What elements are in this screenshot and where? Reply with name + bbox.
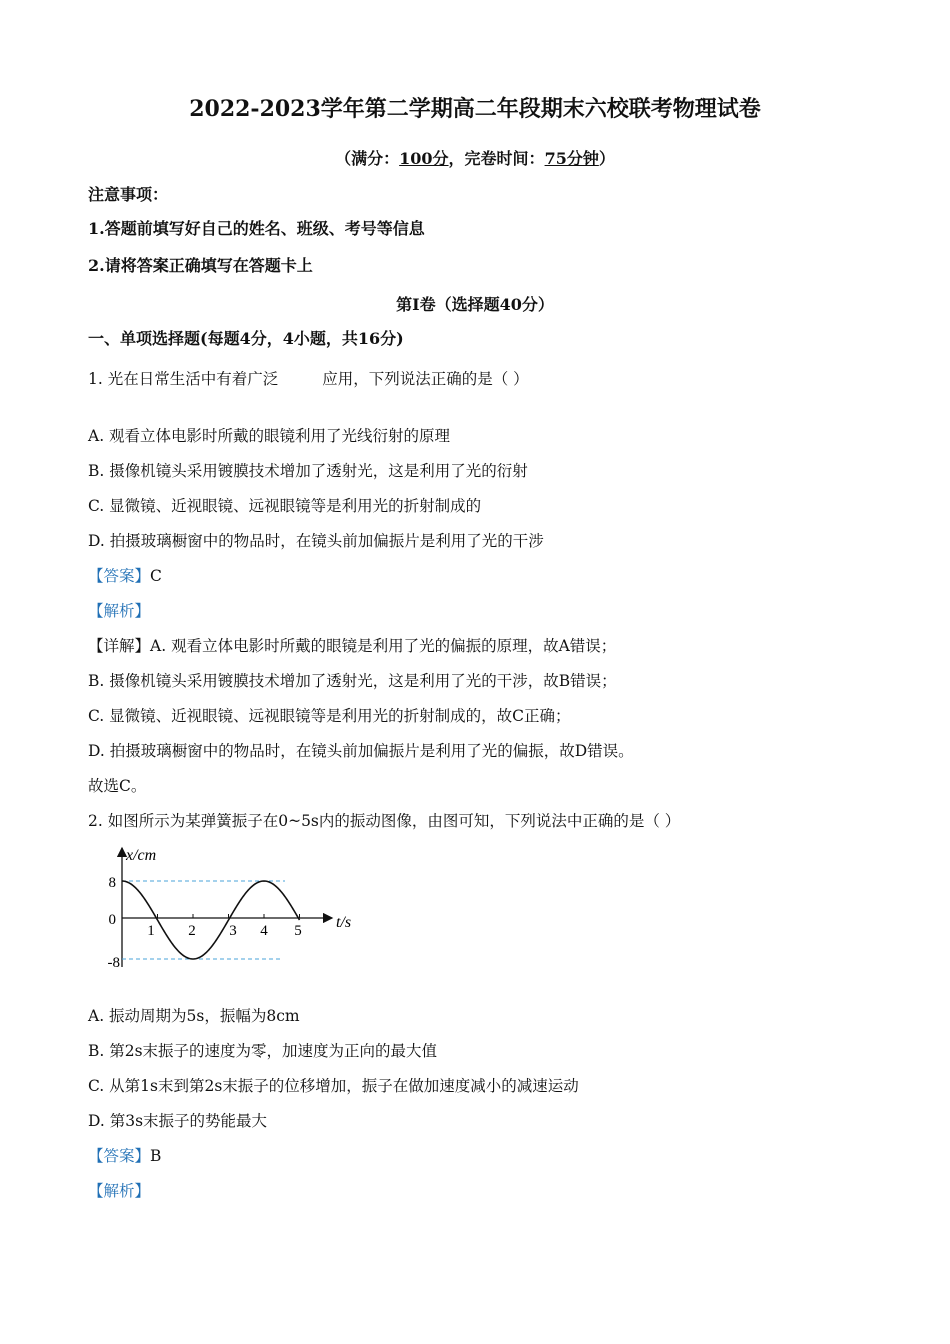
exam-subtitle — [0, 146, 950, 169]
y-tick-top: 8 — [108, 875, 116, 891]
q1-analysis-tag: 【解析】 — [88, 602, 151, 620]
q2-option-d: D. 第3s末振子的势能最大 — [88, 1112, 268, 1130]
subtitle-time: 75分钟 — [544, 149, 599, 168]
subtitle-open: （满分： — [335, 149, 400, 168]
x-axis-label: t/s — [336, 914, 352, 931]
y-tick-bottom: -8 — [107, 955, 120, 971]
q1-detail-a — [88, 636, 616, 656]
y-axis-label: x/cm — [126, 847, 157, 864]
displacement-curve — [122, 881, 300, 959]
q1-answer-value: C — [150, 567, 162, 585]
q2-stem: 2. 如图所示为某弹簧振子在0~5s内的振动图像，由图可知，下列说法中正确的是（ ） — [88, 812, 681, 830]
subtitle-score: 100分 — [399, 149, 449, 168]
q1-stem-b: 应用，下列说法正确的是（ ） — [322, 370, 529, 388]
x-tick-2: 2 — [188, 923, 196, 939]
q2-option-c: C. 从第1s末到第2s末振子的位移增加，振子在做加速度减小的减速运动 — [88, 1077, 579, 1095]
q2-option-b: B. 第2s末振子的速度为零，加速度为正向的最大值 — [88, 1042, 438, 1060]
exam-title: 2022-2023学年第二学期高二年段期末六校联考物理试卷 — [189, 96, 761, 122]
x-tick-1: 1 — [147, 923, 155, 939]
notes-heading: 注意事项： — [88, 185, 169, 204]
q1-answer — [88, 566, 162, 586]
q1-option-d: D. 拍摄玻璃橱窗中的物品时，在镜头前加偏振片是利用了光的干涉 — [88, 532, 544, 550]
x-tick-4: 4 — [260, 923, 268, 939]
part-heading: 一、单项选择题(每题4分，4小题，共16分) — [88, 329, 404, 348]
vibration-graph — [100, 842, 360, 977]
q1-stem — [88, 369, 529, 389]
q2-option-a: A. 振动周期为5s，振幅为8cm — [88, 1007, 300, 1025]
subtitle-mid: ，完卷时间： — [448, 149, 545, 168]
q1-option-a: A. 观看立体电影时所戴的眼镜利用了光线衍射的原理 — [88, 427, 451, 445]
q1-detail-line-d: D. 拍摄玻璃橱窗中的物品时，在镜头前加偏振片是利用了光的偏振，故D错误。 — [88, 742, 634, 760]
q1-detail-line-b: B. 摄像机镜头采用镀膜技术增加了透射光，这是利用了光的干涉，故B错误； — [88, 672, 617, 690]
q1-option-b: B. 摄像机镜头采用镀膜技术增加了透射光，这是利用了光的衍射 — [88, 462, 528, 480]
q1-stem-a: 1. 光在日常生活中有着广泛 — [88, 370, 279, 388]
x-tick-5: 5 — [294, 923, 302, 939]
x-tick-3: 3 — [229, 923, 237, 939]
y-tick-zero: 0 — [108, 912, 116, 928]
q1-detail-tag: 【详解】 — [88, 637, 151, 655]
q1-detail-line-a: A. 观看立体电影时所戴的眼镜是利用了光的偏振的原理，故A错误； — [150, 637, 617, 655]
q2-answer-value: B — [150, 1147, 162, 1165]
q1-detail-line-c: C. 显微镜、近视眼镜、远视眼镜等是利用光的折射制成的，故C正确； — [88, 707, 571, 725]
note-item-2: 2.请将答案正确填写在答题卡上 — [88, 256, 313, 275]
subtitle-close: ） — [598, 149, 615, 168]
q2-answer-tag: 【答案】 — [88, 1147, 151, 1165]
q1-answer-tag: 【答案】 — [88, 567, 151, 585]
note-item-1: 1.答题前填写好自己的姓名、班级、考号等信息 — [88, 219, 425, 238]
q1-option-c: C. 显微镜、近视眼镜、远视眼镜等是利用光的折射制成的 — [88, 497, 482, 515]
q2-answer — [88, 1146, 161, 1166]
q1-conclusion: 故选C。 — [88, 777, 147, 795]
section-heading: 第I卷（选择题40分） — [396, 295, 554, 314]
q2-analysis-tag: 【解析】 — [88, 1182, 151, 1200]
